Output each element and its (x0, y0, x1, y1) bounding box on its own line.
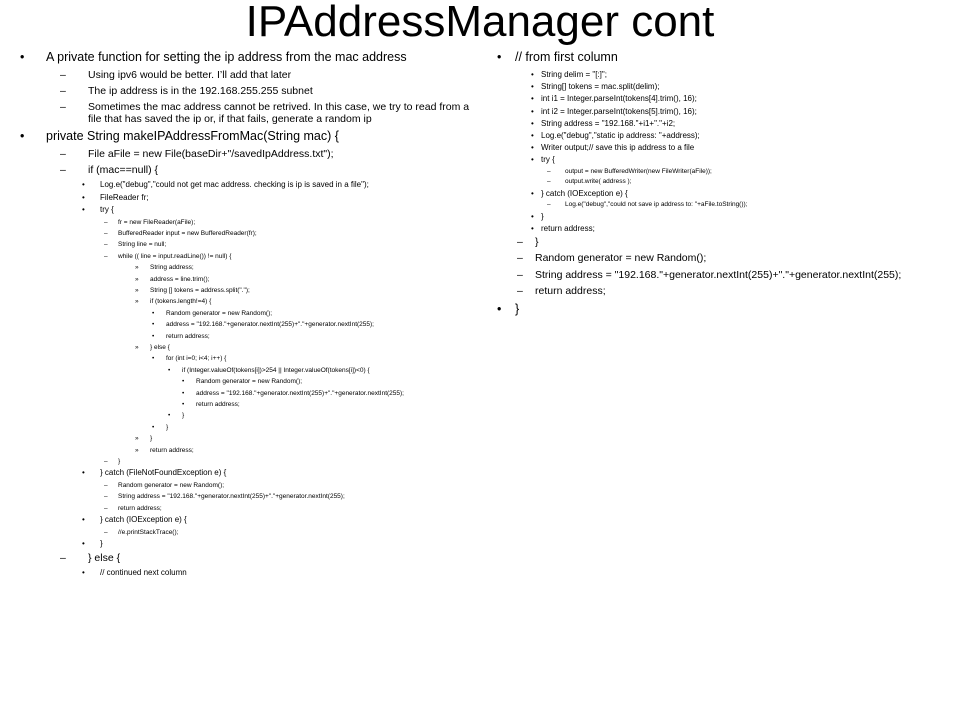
bullet-marker: – (547, 201, 551, 209)
left-outline-item (20, 205, 470, 216)
outline-text: String line = null; (118, 241, 167, 249)
bullet-marker: – (517, 252, 523, 265)
right-outline-item (497, 50, 947, 64)
bullet-marker: • (152, 309, 155, 317)
bullet-marker: » (135, 264, 139, 272)
outline-text: try { (100, 205, 114, 214)
bullet-marker: » (135, 435, 139, 443)
slide-title: IPAddressManager cont (245, 0, 715, 46)
left-outline-item (20, 180, 470, 191)
outline-text: String address; (150, 264, 194, 272)
left-outline-item (20, 263, 470, 272)
right-outline-item (497, 142, 947, 153)
outline-text: Log.e("debug","could not get mac address. checking is ip is saved in a file"); (100, 180, 369, 189)
bullet-marker: • (531, 131, 534, 141)
left-outline-item (20, 297, 470, 306)
outline-text: return address; (166, 332, 210, 340)
outline-text: Random generator = new Random(); (166, 309, 273, 317)
right-outline-item (497, 252, 947, 265)
outline-text: Random generator = new Random(); (535, 252, 707, 265)
left-outline-item (20, 568, 470, 579)
outline-text: while (( line = input.readLine()) != null) { (118, 252, 232, 260)
outline-text: } catch (IOException e) { (541, 189, 628, 199)
outline-text: return address; (150, 446, 194, 454)
right-outline (497, 50, 947, 316)
left-outline-item (20, 528, 470, 537)
outline-text: //e.printStackTrace(); (118, 528, 179, 536)
outline-text: BufferedReader input = new BufferedReader(fr); (118, 229, 257, 237)
bullet-marker: – (60, 148, 66, 160)
bullet-marker: – (104, 458, 108, 466)
right-outline-item (497, 236, 947, 249)
bullet-marker: • (531, 155, 534, 165)
bullet-marker: » (135, 446, 139, 454)
bullet-marker: – (104, 504, 108, 512)
right-outline-item (497, 200, 947, 210)
left-outline-item (20, 275, 470, 284)
right-outline-item (497, 167, 947, 177)
bullet-marker: – (60, 101, 66, 113)
outline-text: output = new BufferedWriter(new FileWriter(aFile)); (565, 167, 712, 175)
right-outline-item (497, 211, 947, 222)
bullet-marker: • (531, 70, 534, 79)
outline-text: FileReader fr; (100, 192, 149, 202)
outline-text: address = line.trim(); (150, 275, 210, 283)
right-outline-item (497, 223, 947, 234)
bullet-marker: • (531, 106, 534, 116)
bullet-marker: • (82, 205, 85, 214)
bullet-marker: » (135, 286, 139, 294)
bullet-marker: – (104, 493, 108, 501)
outline-text: } (100, 539, 103, 549)
left-outline-item (20, 446, 470, 455)
bullet-marker: • (531, 82, 534, 92)
outline-text: return address; (196, 401, 240, 408)
left-outline-item (20, 481, 470, 490)
left-outline-item (20, 343, 470, 352)
left-outline-item (20, 129, 470, 143)
right-outline-item (497, 285, 947, 298)
outline-text: Random generator = new Random(); (196, 378, 303, 386)
outline-text: Log.e("debug","could not save ip address to: "+aFile.toString()); (565, 201, 748, 209)
left-outline-item (20, 69, 470, 81)
bullet-marker: • (82, 180, 85, 189)
outline-text: A private function for setting the ip address from the mac address (46, 50, 407, 64)
bullet-marker: – (104, 528, 108, 536)
bullet-marker: – (104, 481, 108, 489)
bullet-marker: • (152, 321, 155, 329)
outline-text: // continued next column (100, 567, 187, 577)
bullet-marker: – (517, 235, 523, 248)
outline-text: String delim = "[:]"; (541, 70, 607, 79)
right-outline-item (497, 118, 947, 129)
left-outline-item (20, 400, 470, 409)
outline-text: Using ipv6 would be better. I’ll add that later (88, 69, 292, 81)
bullet-marker: – (60, 164, 66, 176)
right-outline-item (497, 177, 947, 187)
left-outline-item (20, 423, 470, 432)
left-outline-item (20, 164, 470, 176)
outline-text: The ip address is in the 192.168.255.255 subnet (88, 85, 313, 97)
bullet-marker: • (152, 355, 155, 363)
left-outline-item (20, 101, 470, 125)
outline-text: return address; (118, 504, 162, 512)
outline-text: } (166, 423, 169, 431)
outline-text: String [] tokens = address.split("."); (150, 286, 250, 294)
left-outline-item (20, 332, 470, 341)
outline-text: String[] tokens = mac.split(delim); (541, 82, 660, 92)
bullet-marker: – (547, 167, 551, 175)
left-outline-item (20, 193, 470, 204)
outline-text: } catch (FileNotFoundException e) { (100, 468, 227, 478)
right-column (497, 50, 947, 321)
right-outline-item (497, 130, 947, 141)
left-outline-item (20, 389, 470, 398)
bullet-marker: » (135, 343, 139, 351)
left-outline-item (20, 411, 470, 420)
bullet-marker: – (517, 268, 523, 281)
outline-text: try { (541, 155, 555, 165)
bullet-marker: – (60, 551, 66, 564)
outline-text: return address; (541, 224, 595, 234)
outline-text: // from first column (515, 50, 618, 64)
left-outline-item (20, 309, 470, 318)
outline-text: address = "192.168."+generator.nextInt(255)+"."+generator.nextInt(255); (196, 389, 404, 397)
outline-text: } (535, 235, 539, 248)
left-outline-item (20, 252, 470, 261)
right-outline-item (497, 154, 947, 165)
left-outline-item (20, 354, 470, 363)
outline-text: String address = "192.168."+i1+"."+i2; (541, 118, 676, 128)
bullet-marker: • (182, 378, 185, 386)
left-outline-item (20, 504, 470, 513)
bullet-marker: • (168, 412, 171, 420)
bullet-marker: » (135, 275, 139, 283)
outline-text: if (mac==null) { (88, 164, 159, 176)
outline-text: } else { (88, 551, 121, 564)
bullet-marker: • (20, 129, 25, 143)
bullet-marker: – (547, 178, 551, 186)
bullet-marker: • (531, 212, 534, 222)
outline-text: if (Integer.valueOf(tokens[i])>254 || Integer.valueOf(tokens[i])<0) { (182, 366, 370, 374)
bullet-marker: – (104, 229, 108, 237)
outline-text: output.write( address ); (565, 178, 632, 186)
bullet-marker: • (82, 515, 85, 525)
right-outline-item (497, 69, 947, 80)
bullet-marker: – (60, 85, 66, 97)
bullet-marker: • (531, 94, 534, 104)
left-outline-item (20, 85, 470, 97)
right-outline-item (497, 269, 947, 282)
right-outline-item (497, 302, 947, 316)
right-outline-item (497, 81, 947, 92)
outline-text: Log.e("debug","static ip address: "+address); (541, 131, 700, 141)
outline-text: } (182, 412, 185, 420)
bullet-marker: • (82, 468, 85, 478)
left-outline-item (20, 552, 470, 564)
left-outline-item (20, 240, 470, 249)
bullet-marker: – (517, 285, 523, 298)
outline-text: Random generator = new Random(); (118, 481, 225, 489)
bullet-marker: • (531, 224, 534, 234)
outline-text: fr = new FileReader(aFile); (118, 218, 196, 226)
outline-text: int i1 = Integer.parseInt(tokens[4].trim(), 16); (541, 94, 697, 104)
left-outline-item (20, 539, 470, 550)
right-outline-item (497, 188, 947, 199)
outline-text: } (150, 435, 153, 443)
left-outline-item (20, 366, 470, 375)
bullet-marker: – (60, 69, 66, 81)
outline-text: Sometimes the mac address cannot be retrived. In this case, we try to read from a file that has saved the ip or, if that fails, generate a random ip (88, 101, 470, 125)
outline-text: File aFile = new File(baseDir+"/savedIpAddress.txt"); (88, 148, 334, 160)
bullet-marker: » (135, 298, 139, 306)
left-outline-item (20, 320, 470, 329)
outline-text: private String makeIPAddressFromMac(String mac) { (46, 129, 339, 143)
left-outline-item (20, 148, 470, 160)
bullet-marker: • (82, 567, 85, 577)
outline-text: Writer output;// save this ip address to a file (541, 143, 695, 153)
outline-text: } (118, 458, 121, 466)
left-outline-item (20, 468, 470, 479)
outline-text: address = "192.168."+generator.nextInt(255)+"."+generator.nextInt(255); (166, 321, 374, 329)
bullet-marker: – (104, 218, 108, 226)
left-outline-item (20, 515, 470, 526)
right-outline-item (497, 106, 947, 117)
bullet-marker: • (152, 423, 155, 431)
outline-text: } catch (IOException e) { (100, 515, 187, 525)
outline-text: int i2 = Integer.parseInt(tokens[5].trim(), 16); (541, 106, 697, 116)
outline-text: String address = "192.168."+generator.nextInt(255)+"."+generator.nextInt(255); (535, 268, 902, 281)
left-outline-item (20, 434, 470, 443)
left-outline (20, 50, 470, 578)
left-outline-item (20, 286, 470, 295)
left-outline-item (20, 457, 470, 466)
bullet-marker: • (82, 539, 85, 549)
outline-text: return address; (535, 285, 606, 298)
bullet-marker: • (531, 189, 534, 199)
left-outline-item (20, 229, 470, 238)
bullet-marker: • (182, 401, 185, 408)
left-outline-item (20, 492, 470, 501)
bullet-marker: • (152, 332, 155, 340)
outline-text: } (541, 212, 544, 222)
left-column (20, 50, 470, 580)
bullet-marker: • (497, 50, 502, 64)
left-outline-item (20, 50, 470, 64)
bullet-marker: • (497, 301, 502, 316)
bullet-marker: • (182, 389, 185, 397)
bullet-marker: • (531, 118, 534, 128)
outline-text: String address = "192.168."+generator.nextInt(255)+"."+generator.nextInt(255); (118, 493, 345, 501)
outline-text: if (tokens.length!=4) { (150, 298, 212, 306)
outline-text: } (515, 301, 520, 316)
bullet-marker: – (104, 252, 108, 260)
bullet-marker: • (82, 192, 85, 202)
outline-text: for (int i=0; i<4; i++) { (166, 355, 227, 363)
left-outline-item (20, 377, 470, 386)
bullet-marker: • (20, 50, 25, 64)
right-outline-item (497, 93, 947, 104)
bullet-marker: • (168, 366, 171, 374)
bullet-marker: – (104, 241, 108, 249)
bullet-marker: • (531, 143, 534, 153)
outline-text: } else { (150, 343, 170, 351)
left-outline-item (20, 218, 470, 227)
